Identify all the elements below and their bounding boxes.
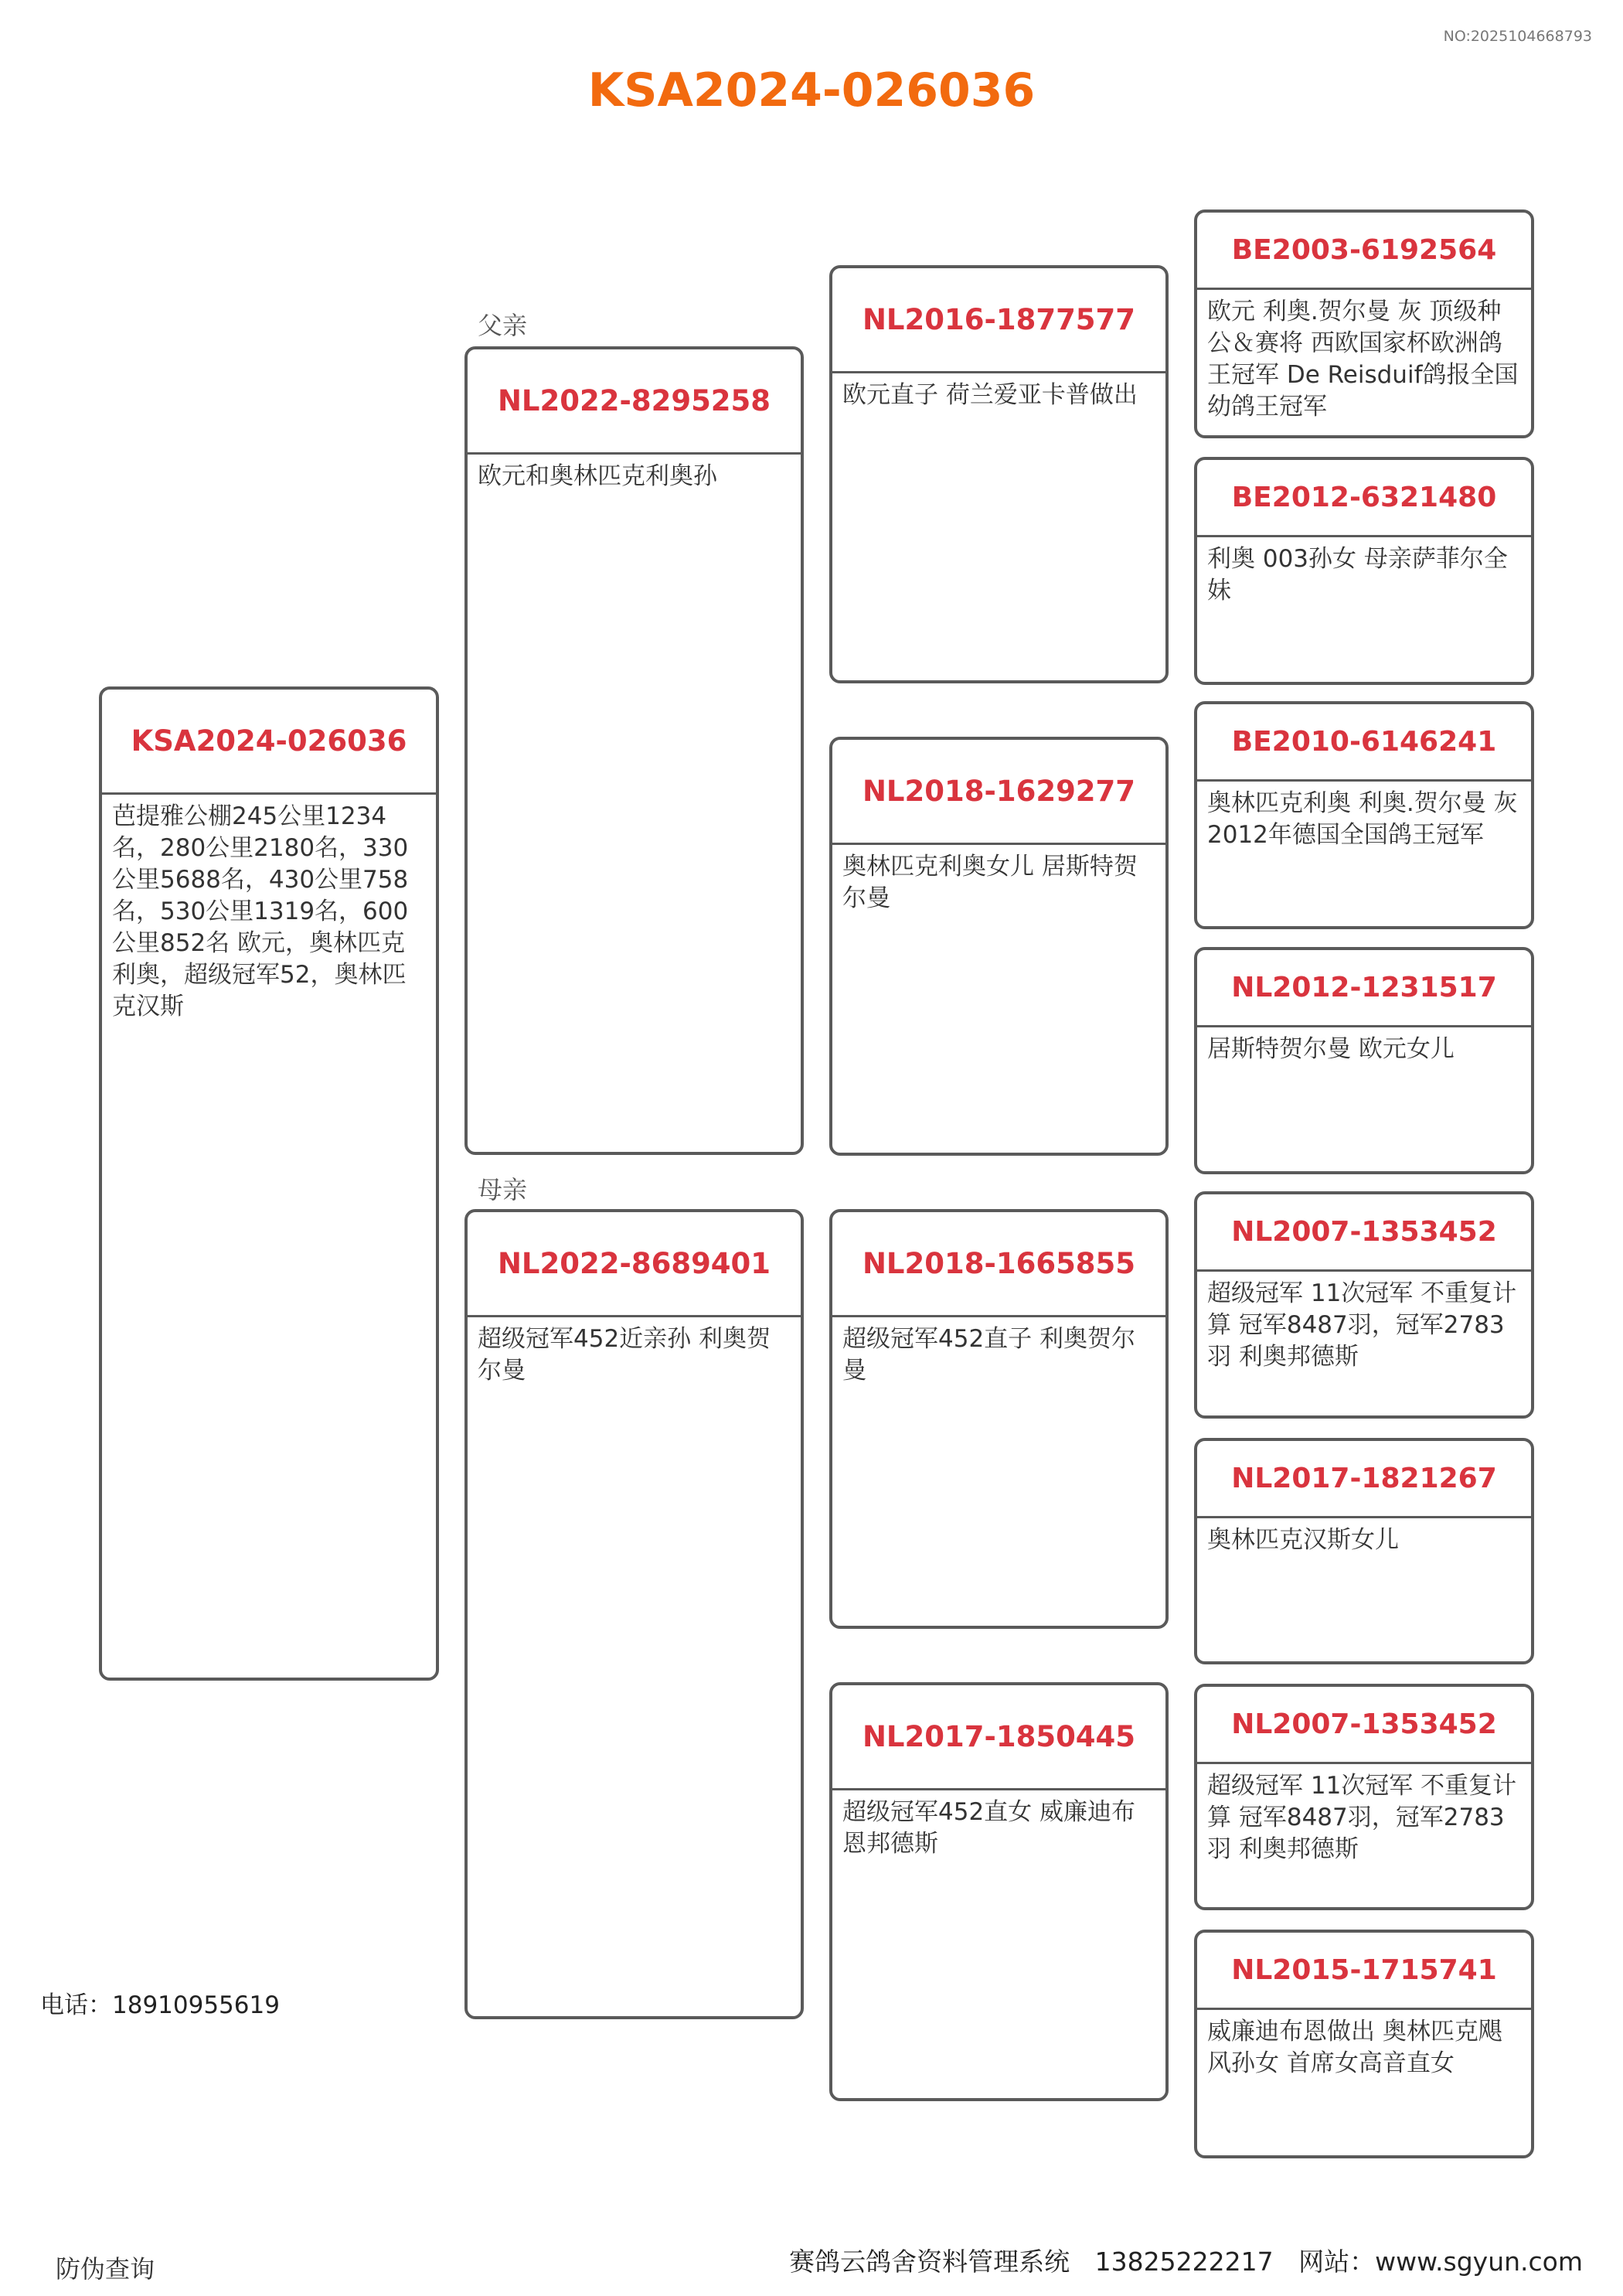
grandparent-card	[829, 737, 1169, 1156]
footer-website[interactable]: 网站：www.sgyun.com	[1298, 2247, 1583, 2277]
grandparent-card	[829, 1209, 1169, 1629]
subject-card	[99, 686, 439, 1681]
subject-ring-number: KSA2024-026036	[102, 690, 436, 795]
great-grandparent-notes: 欧元 利奥.贺尔曼 灰 顶级种公＆赛将 西欧国家杯欧洲鸽王冠军 De Reisduif鸽报全国幼鸽王冠军	[1207, 298, 1519, 421]
great-grandparent-ring-number: BE2010-6146241	[1197, 704, 1531, 782]
mother-card	[464, 1209, 804, 2019]
grandparent-ring-number: NL2016-1877577	[832, 268, 1165, 373]
grandparent-card	[829, 1682, 1169, 2101]
grandparent-ring-number: NL2017-1850445	[832, 1685, 1165, 1790]
father-card	[464, 346, 804, 1155]
great-grandparent-card	[1194, 947, 1534, 1174]
father-ring-number: NL2022-8295258	[468, 349, 801, 455]
grandparent-notes: 欧元直子 荷兰爱亚卡普做出	[842, 381, 1138, 409]
great-grandparent-ring-number: NL2012-1231517	[1197, 950, 1531, 1027]
great-grandparent-card	[1194, 210, 1534, 438]
great-grandparent-card	[1194, 1684, 1534, 1910]
great-grandparent-notes: 利奥 003孙女 母亲萨菲尔全妹	[1207, 545, 1508, 605]
grandparent-ring-number: NL2018-1665855	[832, 1212, 1165, 1317]
mother-notes: 超级冠军452近亲孙 利奥贺尔曼	[478, 1325, 771, 1385]
page-title: KSA2024-026036	[587, 63, 1036, 118]
great-grandparent-ring-number: BE2012-6321480	[1197, 460, 1531, 537]
great-grandparent-notes: 威廉迪布恩做出 奥林匹克飓风孙女 首席女高音直女	[1207, 2018, 1502, 2077]
grandparent-notes: 超级冠军452直子 利奥贺尔曼	[842, 1325, 1136, 1385]
grandparent-ring-number: NL2018-1629277	[832, 740, 1165, 845]
great-grandparent-ring-number: NL2007-1353452	[1197, 1194, 1531, 1272]
grandparent-notes: 超级冠军452直女 威廉迪布恩邦德斯	[842, 1798, 1136, 1858]
footer	[772, 2242, 1583, 2278]
great-grandparent-card	[1194, 457, 1534, 685]
great-grandparent-notes: 奥林匹克利奥 利奥.贺尔曼 灰 2012年德国全国鸽王冠军	[1207, 789, 1518, 849]
great-grandparent-card	[1194, 1438, 1534, 1664]
great-grandparent-ring-number: BE2003-6192564	[1197, 213, 1531, 290]
father-notes: 欧元和奥林匹克利奥孙	[478, 462, 717, 490]
great-grandparent-card	[1194, 701, 1534, 929]
great-grandparent-card	[1194, 1930, 1534, 2158]
father-label: 父亲	[478, 311, 528, 340]
grandparent-card	[829, 265, 1169, 683]
great-grandparent-notes: 超级冠军 11次冠军 不重复计算 冠军8487羽，冠军2783羽 利奥邦德斯	[1207, 1279, 1517, 1371]
mother-ring-number: NL2022-8689401	[468, 1212, 801, 1317]
footer-telephone: 13825222217	[1094, 2247, 1274, 2277]
subject-notes: 芭提雅公棚245公里1234名，280公里2180名，330公里5688名，430公里758名，530公里1319名，600公里852名 欧元，奥林匹克利奥，超级冠军52，奥林匹克汉斯	[112, 802, 409, 1020]
great-grandparent-notes: 奥林匹克汉斯女儿	[1207, 1526, 1399, 1554]
mother-label: 母亲	[478, 1175, 528, 1204]
document-number: NO:2025104668793	[1443, 28, 1592, 45]
great-grandparent-ring-number: NL2017-1821267	[1197, 1441, 1531, 1518]
grandparent-notes: 奥林匹克利奥女儿 居斯特贺尔曼	[842, 853, 1138, 912]
great-grandparent-card	[1194, 1191, 1534, 1419]
footer-system-name: 赛鸽云鸽舍资料管理系统	[789, 2247, 1070, 2277]
phone-number: 电话：18910955619	[40, 1991, 280, 2019]
great-grandparent-ring-number: NL2015-1715741	[1197, 1933, 1531, 2010]
great-grandparent-notes: 居斯特贺尔曼 欧元女儿	[1207, 1035, 1455, 1063]
great-grandparent-ring-number: NL2007-1353452	[1197, 1687, 1531, 1764]
anti-counterfeit-link[interactable]: 防伪查询	[56, 2254, 155, 2284]
great-grandparent-notes: 超级冠军 11次冠军 不重复计算 冠军8487羽，冠军2783羽 利奥邦德斯	[1207, 1772, 1517, 1863]
